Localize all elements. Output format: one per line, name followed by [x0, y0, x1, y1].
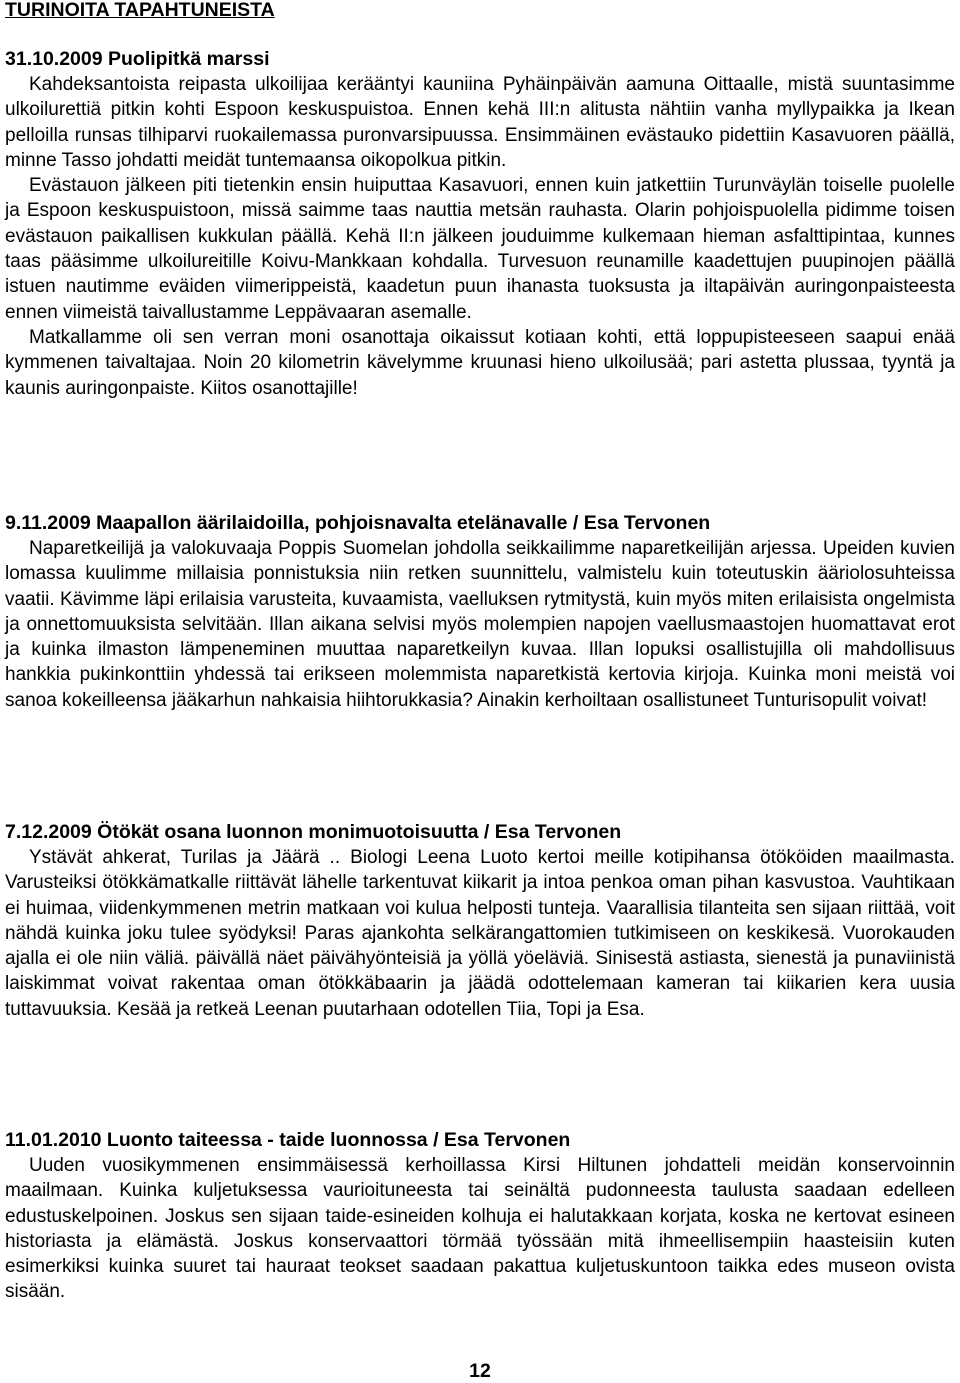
event-paragraph: Evästauon jälkeen piti tietenkin ensin huiputtaa Kasavuori, ennen kuin jatkettiin Turunväylän toiselle puolelle ja Espoon keskuspuistoon, missä saimme taas nauttia metsän rauhasta. Olarin pohjoispuolella pidimme toisen evästauon paikallisen kukkulan päällä. Kehä II:n jälkeen jouduimme kulkemaan hieman asfalttipintaa, kunnes taas pääsimme ulkoilureitille Koivu-Mankkaan kohdalla. Turvesuon reunamille kaadettujen puupinojen päällä istuen nautimme eväiden viimerippeistä, kaadetun puun ihanasta tuoksusta ja iltapäivän auringonpaisteesta ennen viimeistä taivallustamme Leppävaaran asemalle. — [5, 175, 955, 323]
event-title: 11.01.2010 Luonto taiteessa - taide luonnossa / Esa Tervonen — [5, 1129, 571, 1151]
event-paragraph: Kahdeksantoista reipasta ulkoilijaa kerääntyi kauniina Pyhäinpäivän aamuna Oittaalle, mistä suuntasimme ulkoilurettiä pitkin kohti Espoon keskuspuistoa. Ennen kehä III:n alitusta nähtiin vanha myllypaikka ja Ikean pelloilla runsas tilhiparvi ruokailemassa puronvarsipuussa. Ensimmäinen evästauko pidettiin Kasavuoren päällä, minne Tasso johdatti meidät tuntemaansa oikopolkua pitkin. — [5, 74, 955, 171]
event-entry — [5, 47, 955, 401]
event-title: 7.12.2009 Ötökät osana luonnon monimuotoisuutta / Esa Tervonen — [5, 821, 622, 843]
event-entry — [5, 511, 955, 713]
event-paragraph: Naparetkeilijä ja valokuvaaja Poppis Suomelan johdolla seikkailimme naparetkeilijän arjessa. Upeiden kuvien lomassa kuulimme millaisia ponnistuksia niin retken suunnittelu, valmistelu kuin toteutuskin ääriolosuhteissa vaatii. Kävimme läpi erilaisia varusteita, kuvaamista, vaelluksen rytmitystä, kuin myös miten erilaisista ongelmista ja onnettomuuksista selvitään. Illan aikana selvisi myös molempien napojen vaellusmaastojen huomattavat erot ja kuinka ilmaston lämpeneminen muuttaa naparetkeilyn kuvaa. Illan lopuksi osallistujilla oli mahdollisuus hankkia pukinkonttiin yhdessä tai erikseen molemmista naparetkistä kertovia kirjoja. Kuinka moni meistä voi sanoa kokeilleensa jääkarhun nahkaisia hiihtorukkasia? Ainakin kerhoiltaan osallistuneet Tunturisopulit voivat! — [5, 538, 955, 711]
event-title: 9.11.2009 Maapallon äärilaidoilla, pohjoisnavalta etelänavalle / Esa Tervonen — [5, 512, 711, 534]
event-entry — [5, 820, 955, 1022]
event-paragraph: Ystävät ahkerat, Turilas ja Jäärä .. Biologi Leena Luoto kertoi meille kotipihansa ötököiden maailmasta. Varusteiksi ötökkämatkalle riittävät lähelle tarkentuvat kiikarit ja intoa penkoa oman pihan kasvustoa. Vauhtikaan ei huimaa, viidenkymmenen metrin matkaan voi kulua helposti tunteja. Vaarallisia tilanteita sen sijaan riittää, voit nähdä kuinka joku tulee syödyksi! Paras ajankohta selkärangattomien tutkimiseen on keskikesä. Vuorokauden ajalla ei ole niin väliä. päivällä näet päivähyönteisiä ja yöllä yöeläviä. Sinisestä astiasta, sienestä ja punaviinistä laiskimmat voivat rakentaa oman ötökkäbaarin ja jäädä odottelemaan kameran tai kiikarien kera uusia tuttavuuksia. Kesää ja retkeä Leenan puutarhaan odotellen Tiia, Topi ja Esa. — [5, 847, 955, 1020]
event-entry — [5, 1128, 955, 1305]
event-title: 31.10.2009 Puolipitkä marssi — [5, 48, 270, 70]
page-number: 12 — [469, 1360, 491, 1382]
event-paragraph: Matkallamme oli sen verran moni osanottaja oikaissut kotiaan kohti, että loppupisteeseen saapui enää kymmenen taivaltajaa. Noin 20 kilometrin kävelymme kruunasi hieno ulkoilusää; pari astetta plussaa, tyyntä ja kaunis auringonpaiste. Kiitos osanottajille! — [5, 326, 955, 399]
section-heading: TURINOITA TAPAHTUNEISTA — [5, 0, 275, 21]
event-paragraph: Uuden vuosikymmenen ensimmäisessä kerhoillassa Kirsi Hiltunen johdatteli meidän konservoinnin maailmaan. Kuinka kuljetuksessa vaurioituneesta tai seinältä pudonneesta taulusta saadaan edelleen edustuskelpoinen. Joskus sen sijaan taide-esineiden kolhuja ei halutakkaan korjata, koska ne kertovat esineen historiasta ja elämästä. Joskus konservaattori törmää työssään mitä ihmeellisempiin haasteisiin kuten esimerkiksi kuinka suuret tai hauraat teokset saadaan pakattua kuljetuskuntoon taikka edes museon ovista sisään. — [5, 1155, 955, 1303]
